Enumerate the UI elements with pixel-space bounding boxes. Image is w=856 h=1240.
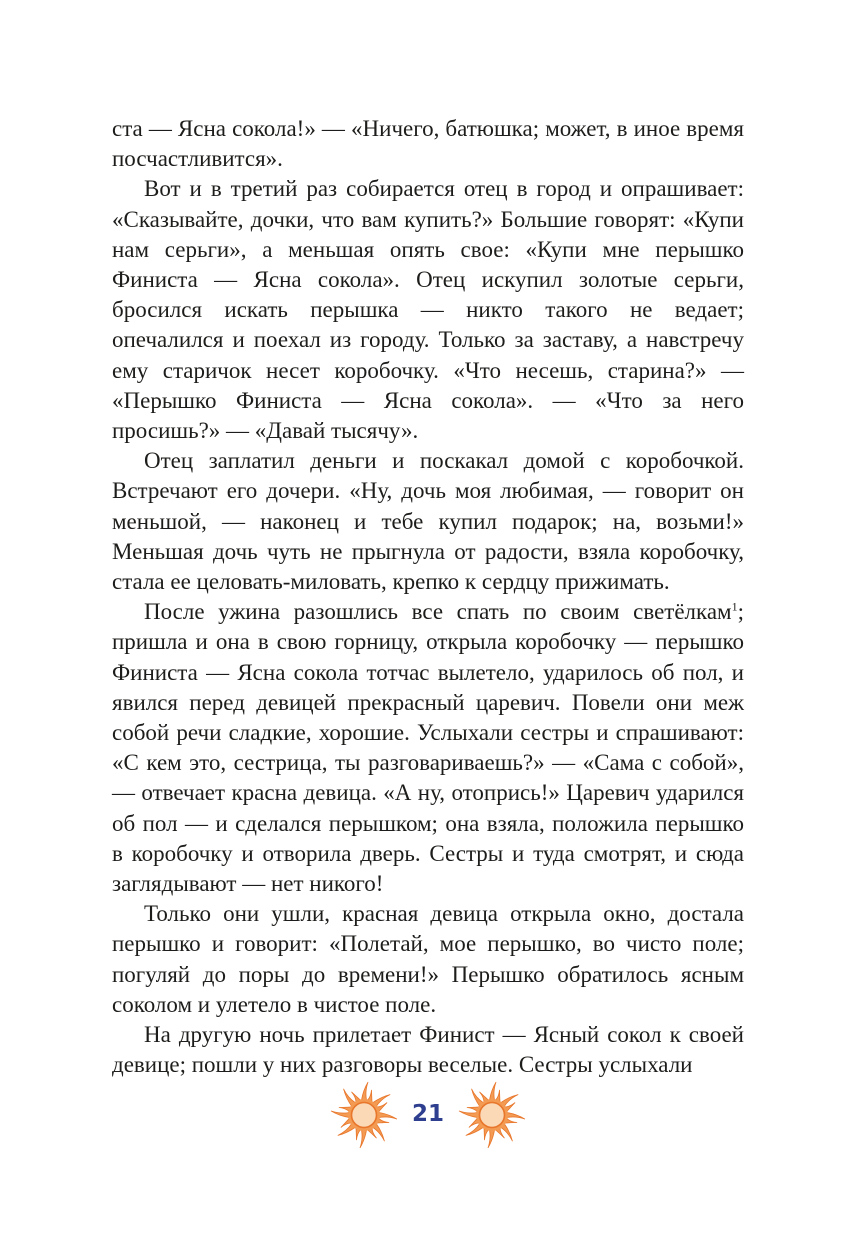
paragraph-3: Отец заплатил деньги и поскакал домой с коробочкой. Встречают его дочери. «Ну, дочь моя любимая, — говорит он меньшой, — наконец и тебе купил подарок; на, возьми!» Меньшая дочь чуть не прыгнула от радости, взяла коробочку, стала ее целовать-миловать, крепко к сердцу прижимать. <box>112 448 744 595</box>
paragraph-6: На другую ночь прилетает Финист — Ясный сокол к своей девице; пошли у них разговоры веселые. Сестры услыхали <box>112 1022 744 1078</box>
sun-icon <box>456 1079 528 1151</box>
paragraph-4-rest: ; пришла и она в свою горницу, открыла коробочку — перышко Финиста — Ясна сокола тотчас вылетело, ударилось об пол, и явился перед девицей прекрасный царевич. Повели они меж собой речи сладкие, хорошие. Услыхали сестры и спрашивают: «С кем это, сестрица, ты разговариваешь?» — «Сама с собой», — отвечает красна девица. «А ну, отопрись!» Царевич ударился об пол — и сделался перышком; она взяла, положила перышко в коробочку и отворила дверь. Сестры и туда смотрят, и сюда заглядывают — нет никого! <box>112 599 744 897</box>
paragraph-4-start: После ужина разошлись все спать по своим светёлкам <box>144 599 732 625</box>
page-footer <box>0 1075 856 1155</box>
paragraph-2: Вот и в третий раз собирается отец в город и опрашивает: «Сказывайте, дочки, что вам купить?» Большие говорят: «Купи нам серьги», а меньшая опять свое: «Купи мне перышко Финиста — Ясна сокола». Отец искупил золотые серьги, бросился искать перышка — никто такого не ведает; опечалился и поехал из городу. Только за заставу, а навстречу ему старичок несет коробочку. «Что несешь, старина?» — «Перышко Финиста — Ясна сокола». — «Что за него просишь?» — «Давай тысячу». <box>112 176 744 444</box>
body-text <box>112 114 744 1081</box>
paragraph-5: Только они ушли, красная девица открыла окно, достала перышко и говорит: «Полетай, мое перышко, во чисто поле; погуляй до поры до времени!» Перышко обратилось ясным соколом и улетело в чистое поле. <box>112 901 744 1017</box>
paragraph-1: ста — Ясна сокола!» — «Ничего, батюшка; может, в иное время посчастливится». <box>112 116 744 172</box>
paragraph-4 <box>112 597 744 899</box>
page-number: 21 <box>411 1101 444 1127</box>
footnote-reference[interactable]: 1 <box>731 599 738 614</box>
sun-icon <box>328 1079 400 1151</box>
